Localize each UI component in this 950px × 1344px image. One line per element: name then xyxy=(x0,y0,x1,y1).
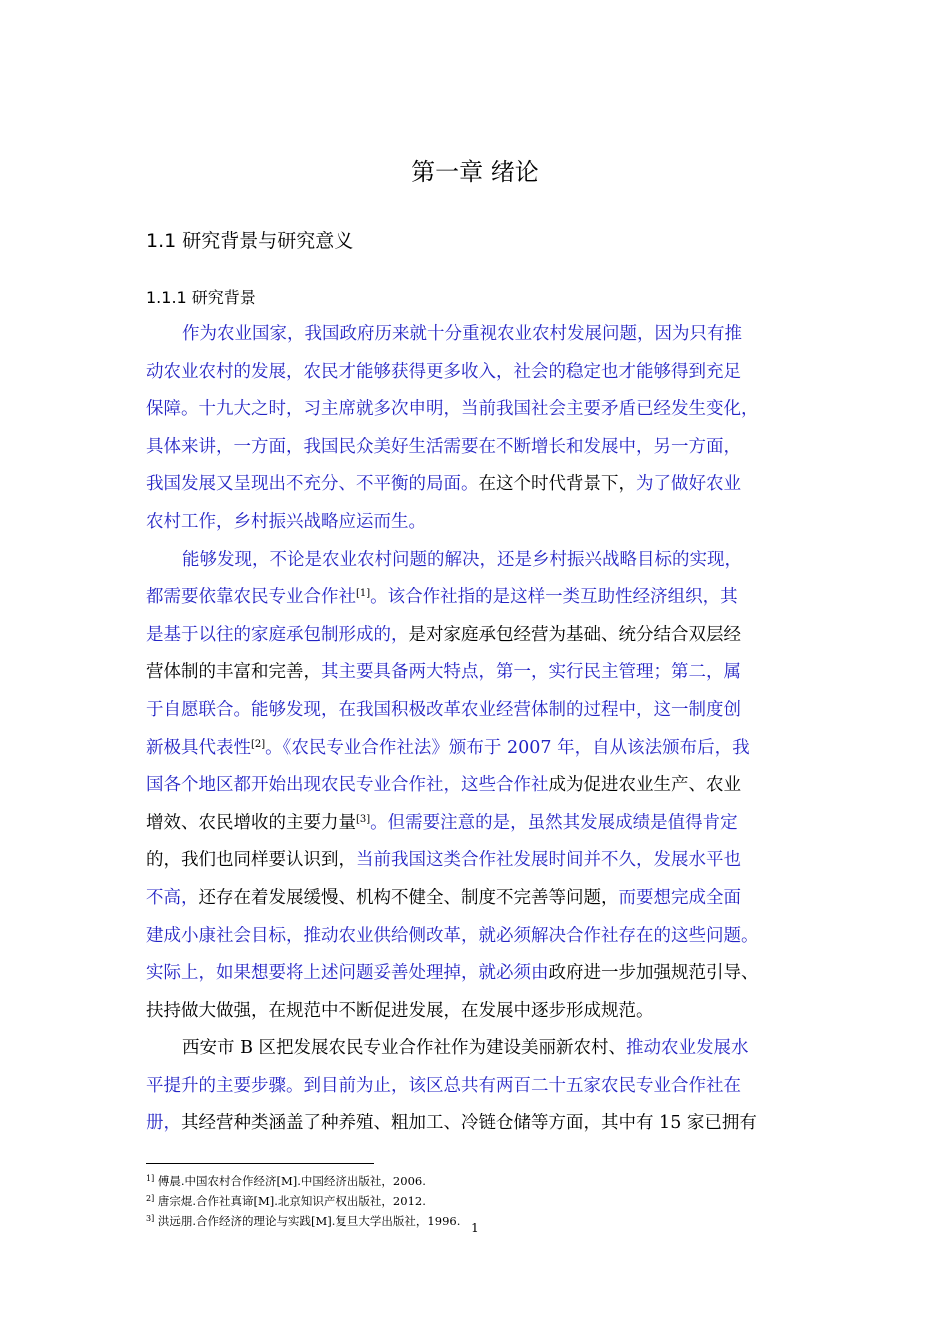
footnote-mark: 1] xyxy=(146,1174,155,1183)
paragraph-1-line xyxy=(146,316,810,354)
footnote-mark: 2] xyxy=(146,1194,155,1203)
paragraph-1-line xyxy=(146,504,810,542)
text-segment: 的，我们也同样要认识到， xyxy=(146,850,356,871)
text-segment: 不高， xyxy=(146,887,199,908)
body-text xyxy=(146,316,810,1143)
paragraph-1-line xyxy=(146,391,810,429)
paragraph-2-line xyxy=(146,918,810,956)
text-segment: 是基于以往的家庭承包制形成的， xyxy=(146,624,409,645)
text-segment: 当前我国这类合作社发展时间并不久，发展水平也 xyxy=(356,850,741,871)
paragraph-2-line xyxy=(146,993,810,1031)
text-segment: 建成小康社会目标，推动农业供给侧改革，就必须解决合作社存在的这些问题。 xyxy=(146,925,759,946)
paragraph-2-line xyxy=(146,654,810,692)
text-segment: 政府进一步加强规范引导、 xyxy=(548,963,759,984)
text-segment: 为了做好农业 xyxy=(636,474,741,495)
text-segment: 在这个时代背景下， xyxy=(478,474,636,495)
text-segment: 。该合作社指的是这样一类互助性经济组织，其 xyxy=(370,587,738,608)
text-segment: 其经营种类涵盖了种养殖、粗加工、冷链仓储等方面，其中有 15 家已拥有 xyxy=(181,1113,757,1134)
text-segment: 。《农民专业合作社法》颁布于 2007 年，自从该法颁布后，我 xyxy=(265,737,750,758)
text-segment: 营体制的丰富和完善， xyxy=(146,662,321,683)
paragraph-2-line xyxy=(146,692,810,730)
paragraph-2-line xyxy=(146,730,810,768)
paragraph-3-line xyxy=(146,1068,810,1106)
paragraph-1-line xyxy=(146,354,810,392)
paragraph-2-line xyxy=(146,880,810,918)
text-segment: 册， xyxy=(146,1113,181,1134)
text-segment: 西安市 B 区把发展农民专业合作社作为建设美丽新农村、 xyxy=(182,1038,626,1059)
paragraph-2-line xyxy=(146,767,810,805)
text-segment: 扶持做大做强，在规范中不断促进发展，在发展中逐步形成规范。 xyxy=(146,1000,654,1021)
paragraph-2-line xyxy=(146,955,810,993)
text-segment: 动农业农村的发展，农民才能够获得更多收入，社会的稳定也才能够得到充足 xyxy=(146,361,741,382)
footnote-separator xyxy=(146,1163,374,1164)
citation-ref: [2] xyxy=(251,738,266,750)
subsection-heading: 1.1.1 研究背景 xyxy=(146,288,256,307)
text-segment: 实际上，如果想要将上述问题妥善处理掉，就必须由 xyxy=(146,963,549,984)
paragraph-3-line xyxy=(146,1030,810,1068)
paragraph-3-line xyxy=(146,1105,810,1143)
footnote-text: 傅晨.中国农村合作经济[M].中国经济出版社，2006. xyxy=(154,1174,426,1188)
paragraph-1-line xyxy=(146,429,810,467)
text-segment: 新极具代表性 xyxy=(146,737,251,758)
text-segment: 还存在着发展缓慢、机构不健全、制度不完善等问题， xyxy=(198,887,619,908)
text-segment: 国各个地区都开始出现农民专业合作社，这些合作社 xyxy=(146,775,549,796)
text-segment: 平提升的主要步骤。到目前为止，该区总共有两百二十五家农民专业合作社在 xyxy=(146,1075,741,1096)
footnote xyxy=(146,1191,460,1211)
text-segment: 具体来讲，一方面，我国民众美好生活需要在不断增长和发展中，另一方面， xyxy=(146,436,741,457)
citation-ref: [3] xyxy=(356,813,371,825)
section-heading: 1.1 研究背景与研究意义 xyxy=(146,230,354,252)
text-segment: 农村工作，乡村振兴战略应运而生。 xyxy=(146,511,426,532)
text-segment: 于自愿联合。能够发现，在我国积极改革农业经营体制的过程中，这一制度创 xyxy=(146,699,741,720)
paragraph-2-line xyxy=(146,805,810,843)
text-segment: 推动农业发展水 xyxy=(625,1038,749,1059)
paragraph-2-line xyxy=(146,542,810,580)
chapter-title: 第一章 绪论 xyxy=(411,158,539,186)
paragraph-2-line xyxy=(146,617,810,655)
text-segment: 而要想完成全面 xyxy=(618,887,741,908)
text-segment: 保障。十九大之时，习主席就多次申明，当前我国社会主要矛盾已经发生变化， xyxy=(146,399,759,420)
page-number: 1 xyxy=(471,1221,479,1235)
text-segment: 是对家庭承包经营为基础、统分结合双层经 xyxy=(408,624,741,645)
text-segment: 其主要具备两大特点，第一，实行民主管理；第二，属 xyxy=(321,662,741,683)
paragraph-1-line xyxy=(146,466,810,504)
paragraph-2-line xyxy=(146,579,810,617)
text-segment: 成为促进农业生产、农业 xyxy=(548,775,741,796)
text-segment: 都需要依靠农民专业合作社 xyxy=(146,587,356,608)
text-segment: 。但需要注意的是，虽然其发展成绩是值得肯定 xyxy=(370,812,738,833)
citation-ref: [1] xyxy=(356,588,371,600)
footnote-mark: 3] xyxy=(146,1214,155,1223)
text-segment: 我国发展又呈现出不充分、不平衡的局面。 xyxy=(146,474,479,495)
text-segment: 能够发现，不论是农业农村问题的解决，还是乡村振兴战略目标的实现， xyxy=(182,549,742,570)
text-segment: 作为农业国家，我国政府历来就十分重视农业农村发展问题，因为只有推 xyxy=(182,324,742,344)
text-segment: 增效、农民增收的主要力量 xyxy=(146,812,356,833)
footnote-text: 唐宗焜.合作社真谛[M].北京知识产权出版社，2012. xyxy=(154,1194,426,1208)
paragraph-2-line xyxy=(146,842,810,880)
footnote xyxy=(146,1171,460,1191)
footnote-text: 洪远朋.合作经济的理论与实践[M].复旦大学出版社，1996. xyxy=(154,1214,461,1228)
